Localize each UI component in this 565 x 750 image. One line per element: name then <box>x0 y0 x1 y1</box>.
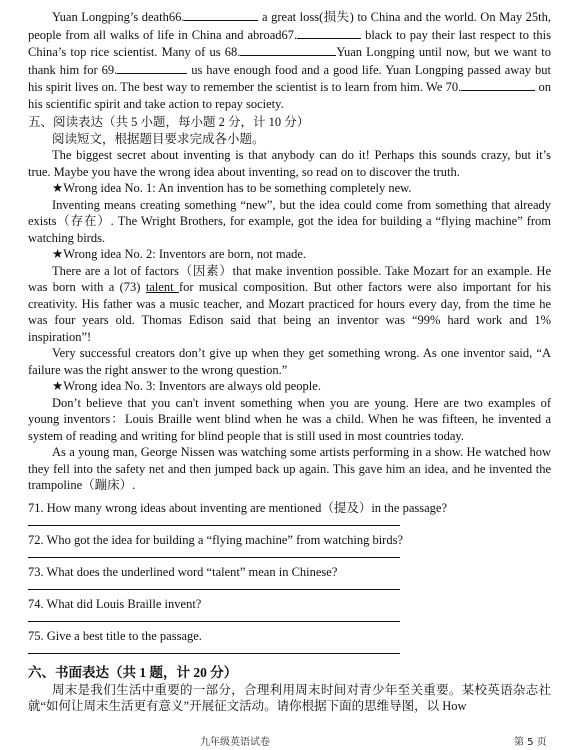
reading-paragraph-6: As a young man, George Nissen was watching some artists performing in a show. He watched how they fell into the safety net and then jumped back up again. This gave him an idea, and he invented the trampoline（蹦床）. <box>28 445 551 492</box>
underlined-word-talent: talent <box>145 280 179 294</box>
section6-heading: 六、书面表达（共 1 题，计 20 分） <box>28 664 238 680</box>
section5-instruction: 阅读短文，根据题目要求完成各小题。 <box>52 131 265 146</box>
blank-68[interactable] <box>240 43 336 56</box>
reading-paragraph-3 <box>28 263 551 346</box>
paragraph-3-part-b: for musical composition. But other factors were also important for his creativity. His father was a music teacher, and Mozart practiced for hours every day, from the time he was four years old. Thomas Edison said that being an inventor was “99% hard work and 1% inspiration”! <box>28 280 551 344</box>
cloze-text-1: Yuan Longping’s death66. <box>52 10 185 24</box>
answer-line-74[interactable] <box>28 620 400 622</box>
cloze-passage <box>28 8 551 112</box>
cloze-text-3: black to pay their last respect to this China’s top rice scientist. Many of us 68. <box>28 27 551 59</box>
reading-paragraph-1: The biggest secret about inventing is that anybody can do it! Perhaps this sounds crazy, but it’s true. Maybe you have the wrong idea about inventing, so read on to discover the truth. <box>28 148 551 179</box>
page-number: 第 5 页 <box>514 737 547 748</box>
cloze-text-2: a great loss(损失) to China and the world. On May 25th, people from all walks of life in China and abroad67. <box>28 10 551 42</box>
question-73: 73. What does the underlined word “talent” mean in Chinese? <box>28 564 338 579</box>
cloze-text-6: on his scientific spirit and take action to repay society. <box>28 80 552 111</box>
wrong-idea-1: ★Wrong idea No. 1: An invention has to be something completely new. <box>52 181 412 195</box>
blank-66[interactable] <box>184 8 258 21</box>
cloze-text-5: us have enough food and a good life. Yuan Longping passed away but his spirit lives on. The best way to remember the scientist is to learn from him. We 70. <box>28 62 551 94</box>
blank-70[interactable] <box>461 78 535 91</box>
question-74: 74. What did Louis Braille invent? <box>28 596 202 611</box>
section5-heading: 五、阅读表达（共 5 小题，每小题 2 分，计 10 分） <box>28 115 310 129</box>
blank-67[interactable] <box>297 26 361 39</box>
reading-paragraph-2: Inventing means creating something “new”, but the idea could come from something that already exists（存在）. The Wright Brothers, for example, got the idea for building a “flying machine” from watching birds. <box>28 197 551 245</box>
question-75: 75. Give a best title to the passage. <box>28 628 202 643</box>
reading-paragraph-4: Very successful creators don’t give up when they get something wrong. As one inventor said, “A failure was the right answer to the wrong question.” <box>28 346 551 377</box>
wrong-idea-2: ★Wrong idea No. 2: Inventors are born, not made. <box>52 247 307 261</box>
footer-title: 九年级英语试卷 <box>200 737 270 748</box>
answer-line-75[interactable] <box>28 652 400 654</box>
blank-69[interactable] <box>117 61 187 74</box>
wrong-idea-3: ★Wrong idea No. 3: Inventors are always old people. <box>52 379 321 393</box>
question-71: 71. How many wrong ideas about inventing are mentioned（提及）in the passage? <box>28 500 448 515</box>
answer-line-73[interactable] <box>28 588 400 590</box>
cloze-text-4: Yuan Longping until now, but we want to thank him for 69. <box>28 45 551 77</box>
page-footer <box>0 733 565 747</box>
writing-prompt: 周末是我们生活中重要的一部分，合理利用周末时间对青少年至关重要。某校英语杂志社就“如何让周末生活更有意义”开展征文活动。请你根据下面的思维导图，以 How <box>28 682 551 713</box>
question-72: 72. Who got the idea for building a “flying machine” from watching birds? <box>28 532 404 547</box>
paragraph-3-part-a: There are a lot of factors（因素）that make invention possible. Take Mozart for an example. He was born with a (73) <box>28 263 551 294</box>
reading-paragraph-5: Don’t believe that you can't invent something when you are young. Here are two examples of young inventors：Louis Braille went blind when he was a child. When he was fifteen, he invented a system of reading and writing for blind people that is still used in most countries today. <box>28 395 551 443</box>
answer-line-72[interactable] <box>28 556 400 558</box>
answer-line-71[interactable] <box>28 524 400 526</box>
